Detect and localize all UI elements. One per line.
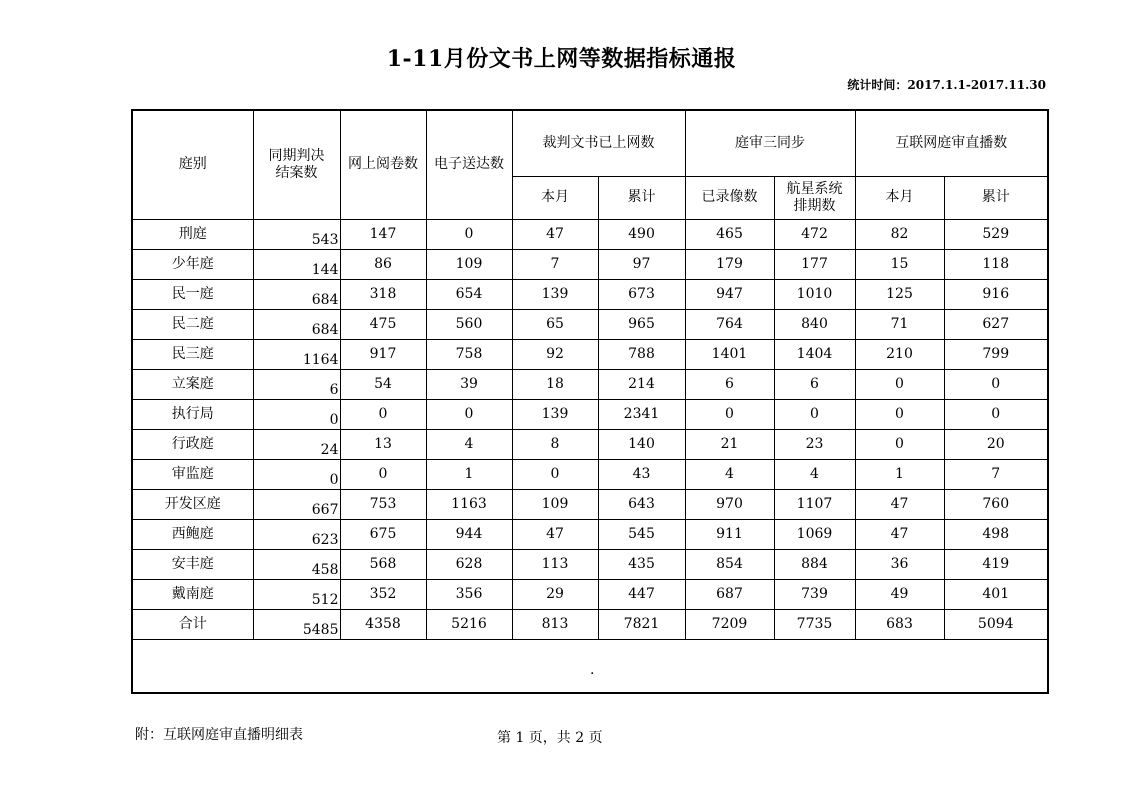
cell-scheduled: 1404 [774, 339, 855, 369]
cell-judgments-month: 47 [512, 219, 598, 249]
cell-e-delivery: 628 [426, 549, 512, 579]
header-scheduled: 航星系统排期数 [774, 176, 855, 219]
cell-court: 民一庭 [132, 279, 253, 309]
cell-recorded: 7209 [685, 609, 774, 639]
cell-live-month: 125 [855, 279, 944, 309]
cell-online-review: 475 [340, 309, 426, 339]
cell-court: 开发区庭 [132, 489, 253, 519]
cell-online-review: 54 [340, 369, 426, 399]
cell-live-month: 49 [855, 579, 944, 609]
cell-live-month: 0 [855, 429, 944, 459]
cell-e-delivery: 109 [426, 249, 512, 279]
cell-scheduled: 6 [774, 369, 855, 399]
header-live: 互联网庭审直播数 [855, 110, 1048, 176]
cell-judgments-month: 7 [512, 249, 598, 279]
header-e-delivery: 电子送达数 [426, 110, 512, 219]
cell-live-month: 71 [855, 309, 944, 339]
header-cumulative-2: 累计 [944, 176, 1048, 219]
cell-cases: 5485 [253, 609, 340, 639]
cell-online-review: 675 [340, 519, 426, 549]
cell-recorded: 911 [685, 519, 774, 549]
cell-judgments-cumulative: 140 [598, 429, 685, 459]
cell-judgments-cumulative: 435 [598, 549, 685, 579]
cell-scheduled: 0 [774, 399, 855, 429]
cell-online-review: 0 [340, 459, 426, 489]
cell-judgments-cumulative: 2341 [598, 399, 685, 429]
cell-judgments-month: 65 [512, 309, 598, 339]
cell-court: 民三庭 [132, 339, 253, 369]
total-row [132, 609, 1048, 639]
cell-cases: 1164 [253, 339, 340, 369]
header-recorded: 已录像数 [685, 176, 774, 219]
cell-online-review: 86 [340, 249, 426, 279]
header-cumulative: 累计 [598, 176, 685, 219]
cell-judgments-cumulative: 97 [598, 249, 685, 279]
table-row [132, 369, 1048, 399]
header-row-1 [132, 110, 1048, 176]
cell-cases: 0 [253, 459, 340, 489]
cell-scheduled: 23 [774, 429, 855, 459]
cell-live-month: 15 [855, 249, 944, 279]
cell-judgments-month: 18 [512, 369, 598, 399]
cell-e-delivery: 356 [426, 579, 512, 609]
cell-cases: 684 [253, 309, 340, 339]
cell-cases: 512 [253, 579, 340, 609]
cell-judgments-cumulative: 214 [598, 369, 685, 399]
page-indicator: 第 1 页，共 2 页 [497, 730, 603, 746]
cell-live-cumulative: 916 [944, 279, 1048, 309]
cell-live-cumulative: 7 [944, 459, 1048, 489]
cell-online-review: 13 [340, 429, 426, 459]
cell-live-cumulative: 0 [944, 369, 1048, 399]
cell-cases: 24 [253, 429, 340, 459]
cell-live-cumulative: 5094 [944, 609, 1048, 639]
cell-online-review: 352 [340, 579, 426, 609]
cell-live-month: 210 [855, 339, 944, 369]
cell-live-cumulative: 0 [944, 399, 1048, 429]
cell-recorded: 1401 [685, 339, 774, 369]
cell-court: 少年庭 [132, 249, 253, 279]
cell-e-delivery: 0 [426, 219, 512, 249]
cell-recorded: 4 [685, 459, 774, 489]
cell-live-month: 1 [855, 459, 944, 489]
cell-live-cumulative: 118 [944, 249, 1048, 279]
table-row [132, 579, 1048, 609]
cell-judgments-month: 92 [512, 339, 598, 369]
cell-e-delivery: 4 [426, 429, 512, 459]
cell-scheduled: 4 [774, 459, 855, 489]
page-title: 1-11月份文书上网等数据指标通报 [386, 46, 737, 72]
cell-e-delivery: 1 [426, 459, 512, 489]
cell-recorded: 0 [685, 399, 774, 429]
cell-court: 西鲍庭 [132, 519, 253, 549]
cell-court: 戴南庭 [132, 579, 253, 609]
cell-live-cumulative: 20 [944, 429, 1048, 459]
table-row [132, 279, 1048, 309]
cell-live-cumulative: 799 [944, 339, 1048, 369]
header-online-review: 网上阅卷数 [340, 110, 426, 219]
table-row [132, 339, 1048, 369]
stat-period: 统计时间：2017.1.1-2017.11.30 [847, 78, 1046, 92]
cell-court: 执行局 [132, 399, 253, 429]
cell-recorded: 179 [685, 249, 774, 279]
cell-cases: 684 [253, 279, 340, 309]
table-row [132, 519, 1048, 549]
cell-live-month: 47 [855, 489, 944, 519]
cell-live-cumulative: 498 [944, 519, 1048, 549]
cell-scheduled: 739 [774, 579, 855, 609]
cell-scheduled: 884 [774, 549, 855, 579]
cell-judgments-month: 109 [512, 489, 598, 519]
cell-cases: 144 [253, 249, 340, 279]
cell-court: 立案庭 [132, 369, 253, 399]
cell-live-cumulative: 760 [944, 489, 1048, 519]
cell-live-cumulative: 627 [944, 309, 1048, 339]
cell-cases: 667 [253, 489, 340, 519]
cell-judgments-cumulative: 490 [598, 219, 685, 249]
cell-judgments-cumulative: 673 [598, 279, 685, 309]
blank-row-mark: . [590, 661, 595, 678]
header-cases: 同期判决结案数 [253, 110, 340, 219]
cell-judgments-month: 139 [512, 399, 598, 429]
cell-e-delivery: 1163 [426, 489, 512, 519]
cell-court: 行政庭 [132, 429, 253, 459]
cell-judgments-cumulative: 545 [598, 519, 685, 549]
cell-court: 审监庭 [132, 459, 253, 489]
header-this-month-2: 本月 [855, 176, 944, 219]
cell-online-review: 568 [340, 549, 426, 579]
table-row [132, 399, 1048, 429]
cell-online-review: 917 [340, 339, 426, 369]
cell-scheduled: 1069 [774, 519, 855, 549]
cell-recorded: 465 [685, 219, 774, 249]
cell-live-month: 82 [855, 219, 944, 249]
table-row [132, 309, 1048, 339]
cell-online-review: 147 [340, 219, 426, 249]
cell-e-delivery: 654 [426, 279, 512, 309]
table-row [132, 549, 1048, 579]
cell-online-review: 4358 [340, 609, 426, 639]
cell-cases: 623 [253, 519, 340, 549]
cell-judgments-month: 29 [512, 579, 598, 609]
cell-recorded: 764 [685, 309, 774, 339]
cell-judgments-month: 8 [512, 429, 598, 459]
table-row [132, 249, 1048, 279]
table-row [132, 219, 1048, 249]
cell-e-delivery: 758 [426, 339, 512, 369]
cell-scheduled: 177 [774, 249, 855, 279]
cell-judgments-month: 47 [512, 519, 598, 549]
table-row [132, 489, 1048, 519]
cell-scheduled: 472 [774, 219, 855, 249]
cell-scheduled: 1107 [774, 489, 855, 519]
cell-e-delivery: 0 [426, 399, 512, 429]
cell-online-review: 318 [340, 279, 426, 309]
table-row [132, 429, 1048, 459]
cell-e-delivery: 560 [426, 309, 512, 339]
cell-live-month: 683 [855, 609, 944, 639]
cell-e-delivery: 5216 [426, 609, 512, 639]
footnote: 附：互联网庭审直播明细表 [135, 727, 303, 743]
cell-scheduled: 7735 [774, 609, 855, 639]
header-judgments-online: 裁判文书已上网数 [512, 110, 685, 176]
cell-live-cumulative: 419 [944, 549, 1048, 579]
cell-judgments-month: 139 [512, 279, 598, 309]
cell-online-review: 753 [340, 489, 426, 519]
blank-row [132, 639, 1048, 693]
table-row [132, 459, 1048, 489]
cell-recorded: 970 [685, 489, 774, 519]
cell-court: 民二庭 [132, 309, 253, 339]
cell-cases: 458 [253, 549, 340, 579]
cell-recorded: 854 [685, 549, 774, 579]
cell-cases: 543 [253, 219, 340, 249]
cell-live-month: 36 [855, 549, 944, 579]
header-this-month: 本月 [512, 176, 598, 219]
cell-live-month: 0 [855, 399, 944, 429]
cell-recorded: 21 [685, 429, 774, 459]
cell-court: 安丰庭 [132, 549, 253, 579]
cell-judgments-month: 813 [512, 609, 598, 639]
header-court: 庭别 [132, 110, 253, 219]
cell-scheduled: 1010 [774, 279, 855, 309]
cell-judgments-month: 0 [512, 459, 598, 489]
cell-e-delivery: 944 [426, 519, 512, 549]
cell-judgments-cumulative: 447 [598, 579, 685, 609]
cell-court: 刑庭 [132, 219, 253, 249]
cell-judgments-month: 113 [512, 549, 598, 579]
cell-judgments-cumulative: 643 [598, 489, 685, 519]
cell-judgments-cumulative: 7821 [598, 609, 685, 639]
cell-cases: 0 [253, 399, 340, 429]
cell-court: 合计 [132, 609, 253, 639]
cell-recorded: 687 [685, 579, 774, 609]
cell-judgments-cumulative: 965 [598, 309, 685, 339]
cell-scheduled: 840 [774, 309, 855, 339]
cell-cases: 6 [253, 369, 340, 399]
cell-e-delivery: 39 [426, 369, 512, 399]
cell-live-cumulative: 529 [944, 219, 1048, 249]
cell-judgments-cumulative: 788 [598, 339, 685, 369]
cell-recorded: 6 [685, 369, 774, 399]
cell-live-month: 0 [855, 369, 944, 399]
data-table [131, 109, 1049, 694]
cell-judgments-cumulative: 43 [598, 459, 685, 489]
cell-recorded: 947 [685, 279, 774, 309]
cell-live-cumulative: 401 [944, 579, 1048, 609]
cell-online-review: 0 [340, 399, 426, 429]
header-sync: 庭审三同步 [685, 110, 855, 176]
cell-live-month: 47 [855, 519, 944, 549]
blank-cell [132, 639, 1048, 693]
